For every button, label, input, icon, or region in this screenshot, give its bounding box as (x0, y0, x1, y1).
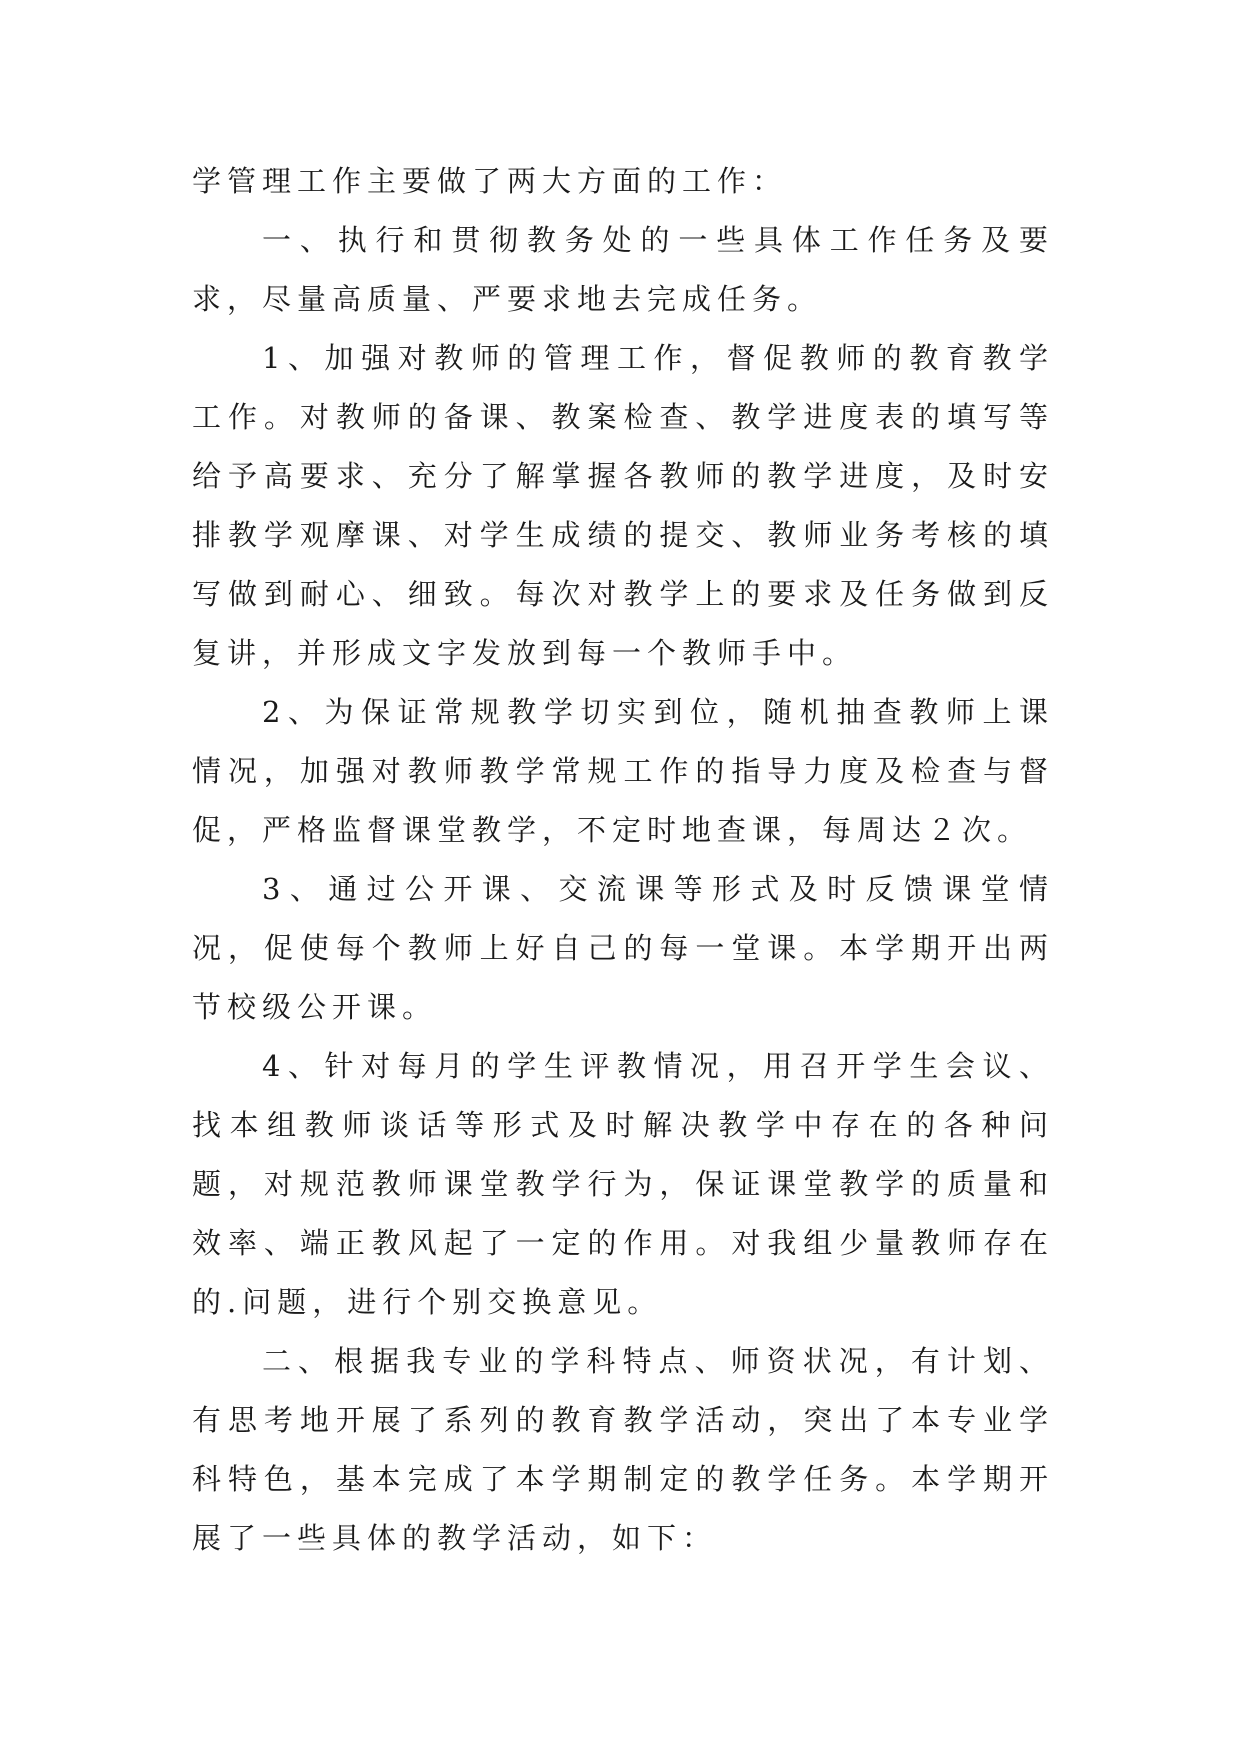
paragraph-item-2: 2、为保证常规教学切实到位，随机抽查教师上课情况，加强对教师教学常规工作的指导力度及检查与督促，严格监督课堂教学，不定时地查课，每周达２次。 (192, 695, 1054, 847)
paragraph-section-two: 二、根据我专业的学科特点、师资状况，有计划、有思考地开展了系列的教育教学活动，突出了本专业学科特色，基本完成了本学期制定的教学任务。本学期开展了一些具体的教学活动，如下： (192, 1344, 1054, 1555)
paragraph-item-3: 3、通过公开课、交流课等形式及时反馈课堂情况，促使每个教师上好自己的每一堂课。本学期开出两节校级公开课。 (192, 872, 1054, 1024)
paragraph-intro: 学管理工作主要做了两大方面的工作： (192, 164, 788, 198)
paragraph-item-1: 1、加强对教师的管理工作，督促教师的教育教学工作。对教师的备课、教案检查、教学进度表的填写等给予高要求、充分了解掌握各教师的教学进度，及时安排教学观摩课、对学生成绩的提交、教师业务考核的填写做到耐心、细致。每次对教学上的要求及任务做到反复讲，并形成文字发放到每一个教师手中。 (192, 341, 1054, 670)
document-body (192, 152, 1054, 1568)
paragraph-item-4: 4、针对每月的学生评教情况，用召开学生会议、找本组教师谈话等形式及时解决教学中存在的各种问题，对规范教师课堂教学行为，保证课堂教学的质量和效率、端正教风起了一定的作用。对我组少量教师存在的.问题，进行个别交换意见。 (192, 1049, 1054, 1319)
paragraph-section-one: 一、执行和贯彻教务处的一些具体工作任务及要求，尽量高质量、严要求地去完成任务。 (192, 223, 1054, 316)
